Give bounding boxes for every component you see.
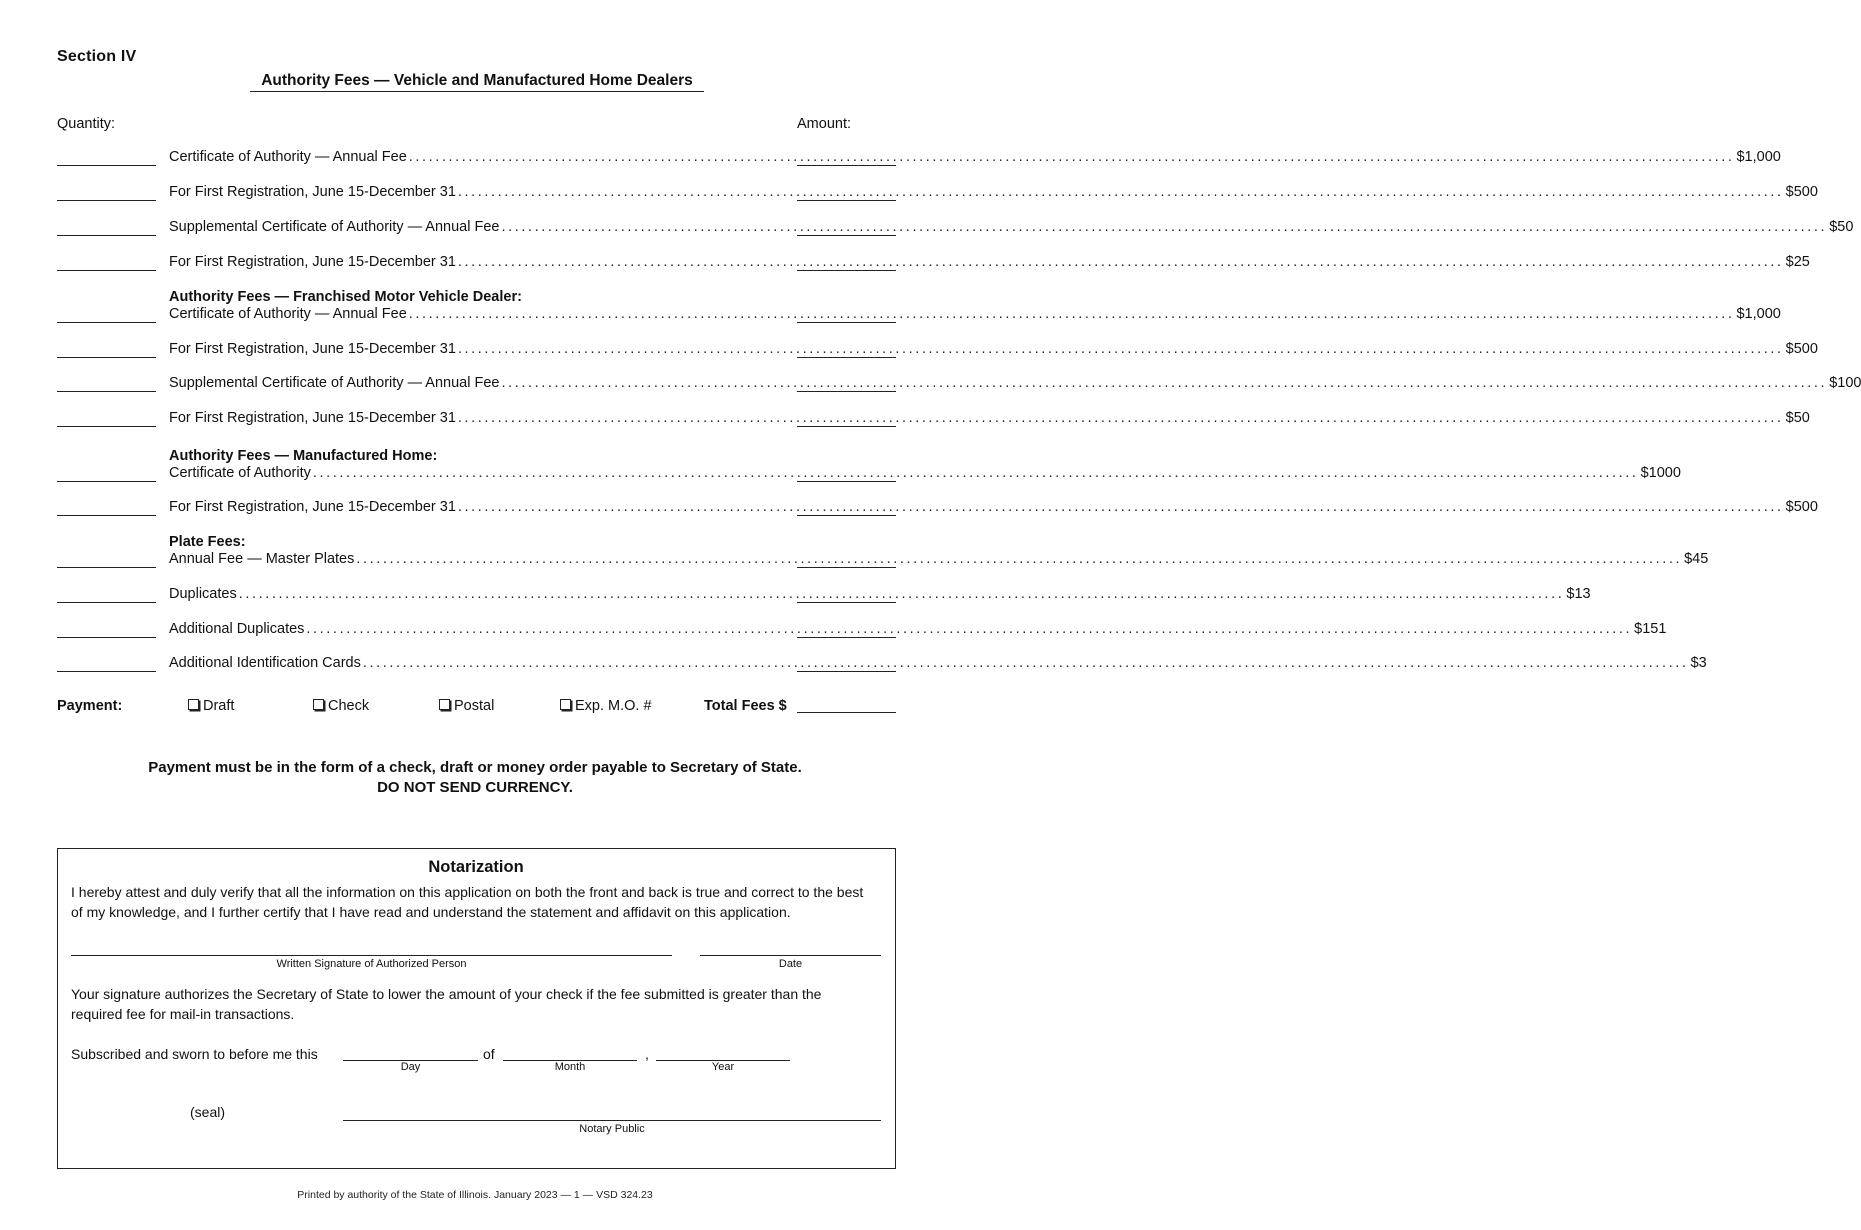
fee-row bbox=[0, 216, 1854, 238]
amount-field[interactable] bbox=[797, 514, 896, 516]
fee-row bbox=[0, 583, 1591, 605]
fee-amount: $1000 bbox=[1640, 465, 1681, 481]
total-fees-field[interactable] bbox=[797, 712, 896, 713]
fee-amount: $45 bbox=[1684, 551, 1709, 567]
fee-line bbox=[169, 620, 1667, 638]
year-caption: Year bbox=[711, 1061, 735, 1073]
fee-amount: $25 bbox=[1785, 254, 1810, 270]
fee-line bbox=[169, 253, 1810, 271]
payment-option-postal[interactable] bbox=[439, 698, 494, 714]
fee-row bbox=[0, 534, 1709, 570]
sworn-text: Subscribed and sworn to before me this bbox=[71, 1046, 318, 1062]
month-caption: Month bbox=[554, 1061, 586, 1073]
fee-amount: $3 bbox=[1690, 655, 1707, 671]
fee-label: For First Registration, June 15-December 31 bbox=[169, 410, 456, 426]
total-fees-label: Total Fees $ bbox=[704, 698, 787, 714]
fee-amount: $13 bbox=[1566, 586, 1591, 602]
fee-row bbox=[0, 652, 1707, 674]
fee-label: For First Registration, June 15-December 31 bbox=[169, 184, 456, 200]
fee-row bbox=[0, 407, 1810, 429]
quantity-field[interactable] bbox=[57, 199, 156, 201]
fee-amount: $50 bbox=[1785, 410, 1810, 426]
dot-leader: ........................................................................................................................................................................................................ bbox=[356, 551, 1683, 567]
quantity-field[interactable] bbox=[57, 636, 156, 638]
fee-line bbox=[169, 464, 1681, 482]
fee-line bbox=[169, 340, 1818, 358]
fee-row bbox=[0, 618, 1667, 640]
dot-leader: ........................................................................................................................................................................................................ bbox=[457, 341, 1784, 357]
date-field[interactable] bbox=[700, 955, 881, 956]
amount-field[interactable] bbox=[797, 670, 896, 672]
fee-amount: $50 bbox=[1829, 219, 1854, 235]
payment-notice: Payment must be in the form of a check, draft or money order payable to Secretary of State. bbox=[148, 759, 802, 776]
dot-leader: ........................................................................................................................................................................................................ bbox=[408, 149, 1735, 165]
dot-leader: ........................................................................................................................................................................................................ bbox=[457, 184, 1784, 200]
quantity-field[interactable] bbox=[57, 670, 156, 672]
amount-field[interactable] bbox=[797, 425, 896, 427]
quantity-field[interactable] bbox=[57, 234, 156, 236]
amount-field[interactable] bbox=[797, 601, 896, 603]
payment-option-label: Postal bbox=[454, 698, 495, 714]
fee-label: Supplemental Certificate of Authority — Annual Fee bbox=[169, 219, 500, 235]
fee-row bbox=[0, 146, 1781, 168]
quantity-field[interactable] bbox=[57, 601, 156, 603]
fee-line bbox=[169, 585, 1591, 603]
fee-label: For First Registration, June 15-December 31 bbox=[169, 499, 456, 515]
fee-line bbox=[169, 654, 1707, 672]
day-caption: Day bbox=[400, 1061, 421, 1073]
fee-amount: $100 bbox=[1829, 375, 1861, 391]
quantity-field[interactable] bbox=[57, 356, 156, 358]
fee-group-heading: Authority Fees — Manufactured Home: bbox=[169, 448, 438, 464]
notarization-title: Notarization bbox=[428, 858, 524, 876]
page-title: Authority Fees — Vehicle and Manufactured Home Dealers bbox=[250, 72, 704, 92]
fee-label: For First Registration, June 15-December 31 bbox=[169, 254, 456, 270]
fee-group-heading: Plate Fees: bbox=[169, 534, 246, 550]
quantity-field[interactable] bbox=[57, 164, 156, 166]
section-label: Section IV bbox=[57, 48, 137, 65]
fee-row bbox=[0, 338, 1818, 360]
payment-option-label: Check bbox=[328, 698, 370, 714]
dot-leader: ........................................................................................................................................................................................................ bbox=[501, 375, 1828, 391]
fee-line bbox=[169, 183, 1818, 201]
quantity-field[interactable] bbox=[57, 425, 156, 427]
fee-amount: $1,000 bbox=[1736, 149, 1781, 165]
quantity-field[interactable] bbox=[57, 321, 156, 323]
fee-label: Supplemental Certificate of Authority — Annual Fee bbox=[169, 375, 500, 391]
dot-leader: ........................................................................................................................................................................................................ bbox=[306, 621, 1633, 637]
quantity-field[interactable] bbox=[57, 514, 156, 516]
fee-label: Duplicates bbox=[169, 586, 237, 602]
fee-line bbox=[169, 218, 1854, 236]
fee-row bbox=[0, 372, 1861, 394]
fee-row bbox=[0, 496, 1818, 518]
payment-option-draft[interactable] bbox=[188, 698, 234, 714]
payment-option-label: Exp. M.O. # bbox=[575, 698, 652, 714]
signature-caption: Written Signature of Authorized Person bbox=[276, 958, 467, 970]
fee-line bbox=[169, 409, 1810, 427]
fee-line bbox=[169, 305, 1781, 323]
dot-leader: ........................................................................................................................................................................................................ bbox=[312, 465, 1639, 481]
fee-line bbox=[169, 148, 1781, 166]
attestation-text: I hereby attest and duly verify that all the information on this application on both the front and back is true and correct to the best of my knowledge, and I further certify that I have read and understand the statement and affidavit on this application. bbox=[71, 884, 864, 920]
payment-option-check[interactable] bbox=[313, 698, 369, 714]
fee-label: Additional Duplicates bbox=[169, 621, 305, 637]
fee-label: For First Registration, June 15-December 31 bbox=[169, 341, 456, 357]
fee-label: Certificate of Authority — Annual Fee bbox=[169, 306, 407, 322]
amount-field[interactable] bbox=[797, 199, 896, 201]
fee-amount: $500 bbox=[1785, 341, 1818, 357]
of-text: of bbox=[483, 1046, 495, 1062]
checkbox-postal[interactable] bbox=[439, 699, 450, 710]
comma-text: , bbox=[645, 1046, 649, 1062]
fee-group-heading: Authority Fees — Franchised Motor Vehicle Dealer: bbox=[169, 289, 522, 305]
date-caption: Date bbox=[778, 958, 803, 970]
dot-leader: ........................................................................................................................................................................................................ bbox=[457, 499, 1784, 515]
amount-field[interactable] bbox=[797, 234, 896, 236]
fee-amount: $1,000 bbox=[1736, 306, 1781, 322]
quantity-field[interactable] bbox=[57, 566, 156, 568]
payment-option-label: Draft bbox=[203, 698, 235, 714]
quantity-field[interactable] bbox=[57, 480, 156, 482]
amount-field[interactable] bbox=[797, 321, 896, 323]
amount-field[interactable] bbox=[797, 636, 896, 638]
fee-amount: $151 bbox=[1634, 621, 1667, 637]
currency-notice: DO NOT SEND CURRENCY. bbox=[377, 779, 573, 796]
payment-option-money-order[interactable] bbox=[560, 698, 652, 714]
dot-leader: ........................................................................................................................................................................................................ bbox=[362, 655, 1689, 671]
checkbox-money-order[interactable] bbox=[560, 699, 571, 710]
amount-column-header: Amount: bbox=[797, 116, 851, 132]
checkbox-check[interactable] bbox=[313, 699, 324, 710]
dot-leader: ........................................................................................................................................................................................................ bbox=[408, 306, 1735, 322]
fee-amount: $500 bbox=[1785, 184, 1818, 200]
amount-field[interactable] bbox=[797, 164, 896, 166]
authorization-text: Your signature authorizes the Secretary of State to lower the amount of your check if the fee submitted is greater than the required fee for mail-in transactions. bbox=[71, 986, 822, 1022]
seal-label: (seal) bbox=[190, 1104, 226, 1120]
quantity-field[interactable] bbox=[57, 269, 156, 271]
quantity-field[interactable] bbox=[57, 390, 156, 392]
footer: Printed by authority of the State of Illinois. January 2023 — 1 — VSD 324.23 bbox=[297, 1189, 653, 1201]
fee-label: Certificate of Authority bbox=[169, 465, 311, 481]
fee-line bbox=[169, 498, 1818, 516]
dot-leader: ........................................................................................................................................................................................................ bbox=[457, 410, 1784, 426]
dot-leader: ........................................................................................................................................................................................................ bbox=[238, 586, 1565, 602]
notary-caption: Notary Public bbox=[579, 1123, 645, 1135]
quantity-column-header: Quantity: bbox=[57, 116, 116, 132]
fee-row bbox=[0, 181, 1818, 203]
amount-field[interactable] bbox=[797, 566, 896, 568]
amount-field[interactable] bbox=[797, 390, 896, 392]
fee-label: Additional Identification Cards bbox=[169, 655, 361, 671]
amount-field[interactable] bbox=[797, 269, 896, 271]
dot-leader: ........................................................................................................................................................................................................ bbox=[457, 254, 1784, 270]
checkbox-draft[interactable] bbox=[188, 699, 199, 710]
fee-row bbox=[0, 251, 1810, 273]
fee-label: Certificate of Authority — Annual Fee bbox=[169, 149, 407, 165]
signature-field[interactable] bbox=[71, 955, 672, 956]
fee-row bbox=[0, 448, 1681, 484]
fee-line bbox=[169, 550, 1709, 568]
payment-label: Payment: bbox=[57, 698, 123, 714]
amount-field[interactable] bbox=[797, 356, 896, 358]
amount-field[interactable] bbox=[797, 480, 896, 482]
fee-line bbox=[169, 374, 1861, 392]
fee-row bbox=[0, 289, 1781, 325]
dot-leader: ........................................................................................................................................................................................................ bbox=[501, 219, 1828, 235]
fee-label: Annual Fee — Master Plates bbox=[169, 551, 355, 567]
notary-signature-field[interactable] bbox=[343, 1120, 881, 1121]
fee-amount: $500 bbox=[1785, 499, 1818, 515]
